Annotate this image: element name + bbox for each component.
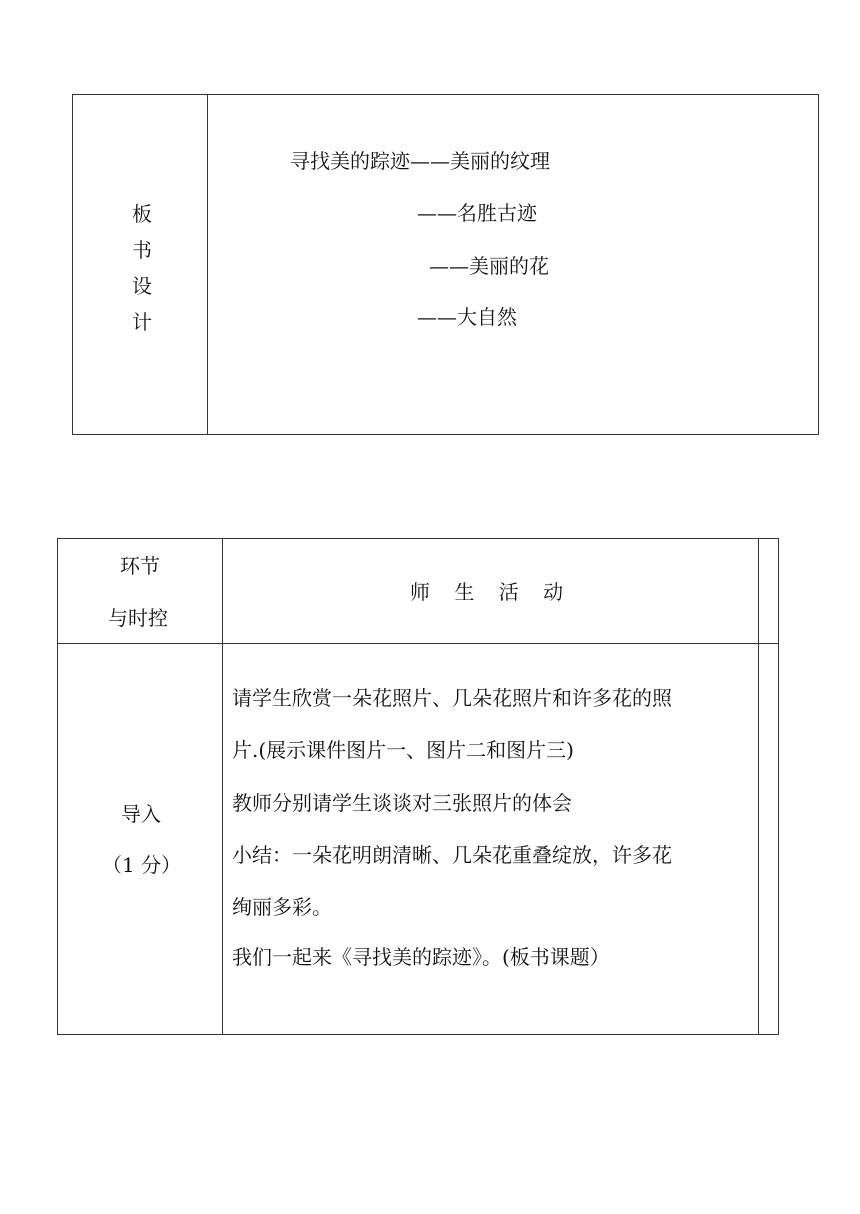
activity-line: 请学生欣赏一朵花照片、几朵花照片和许多花的照 xyxy=(232,686,672,710)
activity-line: 绚丽多彩。 xyxy=(232,895,332,919)
section-time: （1 分） xyxy=(102,853,182,877)
lesson-header-divider xyxy=(57,643,779,644)
activity-line: 小结：一朵花明朗清晰、几朵花重叠绽放，许多花 xyxy=(232,843,672,867)
activity-line: 我们一起来《寻找美的踪迹》。(板书课题） xyxy=(232,945,610,969)
lesson-col-divider xyxy=(222,538,223,1035)
lesson-right-col-divider xyxy=(758,538,759,1035)
header-activity: 师 生 活 动 xyxy=(410,580,564,604)
section-title: 导入 xyxy=(121,802,161,826)
board-design-divider xyxy=(207,94,208,435)
board-line: ——名胜古迹 xyxy=(417,201,537,225)
activity-line: 片.(展示课件图片一、图片二和图片三) xyxy=(232,738,574,762)
label-char: 设 xyxy=(132,274,152,298)
header-section: 环节 xyxy=(120,554,160,578)
header-time: 与时控 xyxy=(108,606,168,630)
label-char: 计 xyxy=(132,310,152,334)
board-design-label xyxy=(120,196,164,340)
label-char: 板 xyxy=(132,202,152,226)
label-char: 书 xyxy=(132,238,152,262)
board-line-title: 寻找美的踪迹——美丽的纹理 xyxy=(290,149,550,173)
activity-line: 教师分别请学生谈谈对三张照片的体会 xyxy=(232,791,572,815)
board-line: ——大自然 xyxy=(417,305,517,329)
board-line: ——美丽的花 xyxy=(429,254,549,278)
